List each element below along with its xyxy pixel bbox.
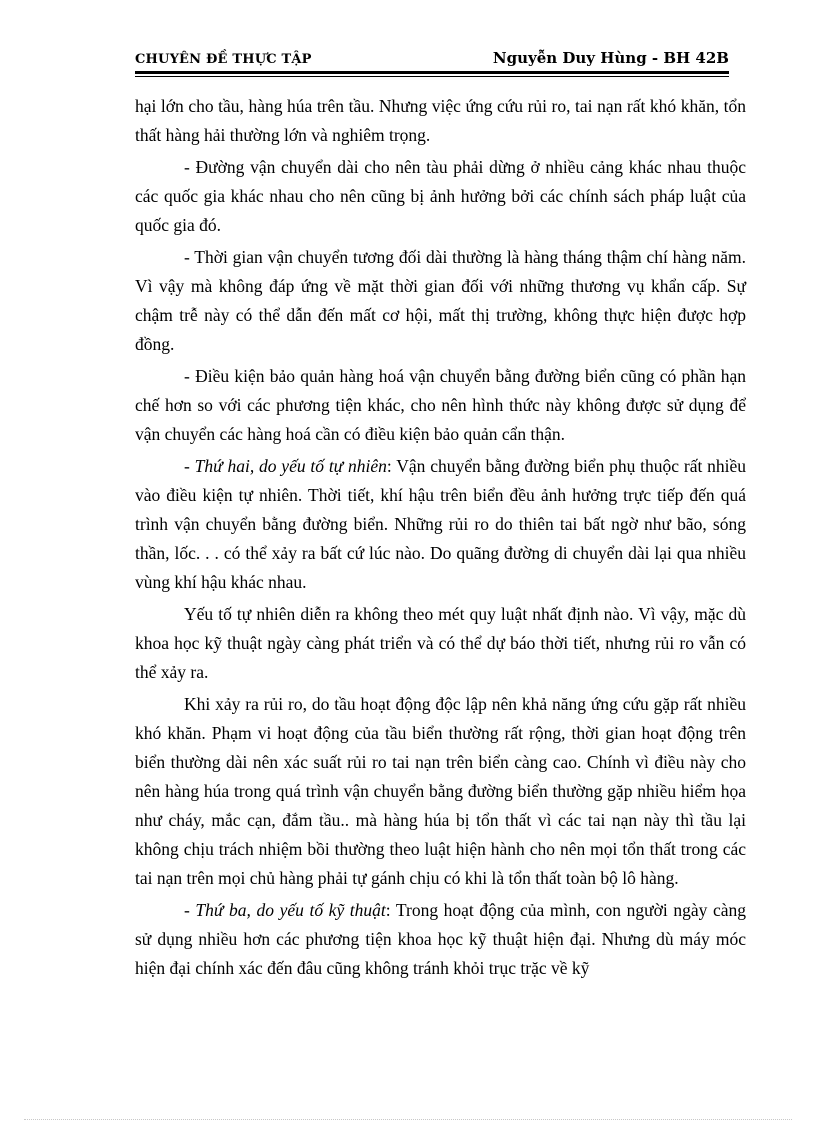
page-header	[135, 48, 729, 70]
body-text	[135, 92, 746, 986]
header-title: CHUYÊN ĐỀ THỰC TẬP	[135, 52, 312, 67]
paragraph: Khi xảy ra rủi ro, do tầu hoạt động độc lập nên khả năng ứng cứu gặp rất nhiều khó khăn. Phạm vi hoạt động của tầu biển thường rất rộng, thời gian hoạt động trên biển thường dài nên xác suất rủi ro tai nạn trên biển càng cao. Chính vì điều này cho nên hàng húa trong quá trình vận chuyển bằng đường biển thường gặp nhiều hiểm họa như cháy, mắc cạn, đắm tầu.. mà hàng húa bị tổn thất vì các tai nạn này thì tầu lại không chịu trách nhiệm bồi thường theo luật hiện hành cho nên mọi tổn thất trong các tai nạn trên mọi chủ hàng phải tự gánh chịu có khi là tổn thất toàn bộ lô hàng.	[135, 694, 746, 888]
paragraph: - Thứ ba, do yếu tố kỹ thuật: Trong hoạt động của mình, con người ngày càng sử dụng nhiều hơn các phương tiện khoa học kỹ thuật hiện đại. Nhưng dù máy móc hiện đại chính xác đến đâu cũng không tránh khỏi trục trặc về kỹ	[135, 900, 746, 978]
paragraph: - Thứ hai, do yếu tố tự nhiên: Vận chuyển bằng đường biển phụ thuộc rất nhiều vào điều kiện tự nhiên. Thời tiết, khí hậu trên biển đều ảnh hưởng trực tiếp đến quá trình vận chuyển bằng đường biển. Những rủi ro do thiên tai bất ngờ như bão, sóng thần, lốc. . . có thể xảy ra bất cứ lúc nào. Do quãng đường di chuyển dài lại qua nhiều vùng khí hậu khác nhau.	[135, 456, 747, 592]
paragraph-lead: - Thứ ba, do yếu tố kỹ thuật	[184, 900, 386, 920]
paragraph: - Thời gian vận chuyển tương đối dài thường là hàng tháng thậm chí hàng năm. Vì vậy mà không đáp ứng về mặt thời gian đối với những thương vụ khẩn cấp. Sự chậm trễ này có thể dẫn đến mất cơ hội, mất thị trường, không thực hiện được hợp đồng.	[135, 247, 746, 354]
paragraph: hại lớn cho tầu, hàng húa trên tầu. Nhưng việc ứng cứu rủi ro, tai nạn rất khó khăn, tổn thất hàng hải thường lớn và nghiêm trọng.	[135, 96, 746, 145]
header-author: Nguyễn Duy Hùng - BH 42B	[492, 49, 729, 67]
page-bottom-rule	[24, 1119, 792, 1120]
paragraph: - Đường vận chuyển dài cho nên tàu phải dừng ở nhiều cảng khác nhau thuộc các quốc gia khác nhau cho nên cũng bị ảnh hưởng bởi các chính sách pháp luật của quốc gia đó.	[135, 157, 746, 235]
header-rule-thin	[135, 76, 729, 77]
paragraph: - Điều kiện bảo quản hàng hoá vận chuyển bằng đường biển cũng có phần hạn chế hơn so với các phương tiện khác, cho nên hình thức này không được sử dụng để vận chuyển các hàng hoá cần có điều kiện bảo quản cẩn thận.	[135, 366, 746, 444]
paragraph-lead: - Thứ hai, do yếu tố tự nhiên	[184, 456, 387, 476]
header-rule	[135, 71, 729, 74]
paragraph: Yếu tố tự nhiên diễn ra không theo mét quy luật nhất định nào. Vì vậy, mặc dù khoa học kỹ thuật ngày càng phát triển và có thể dự báo thời tiết, nhưng rủi ro vẫn có thể xảy ra.	[135, 604, 746, 682]
